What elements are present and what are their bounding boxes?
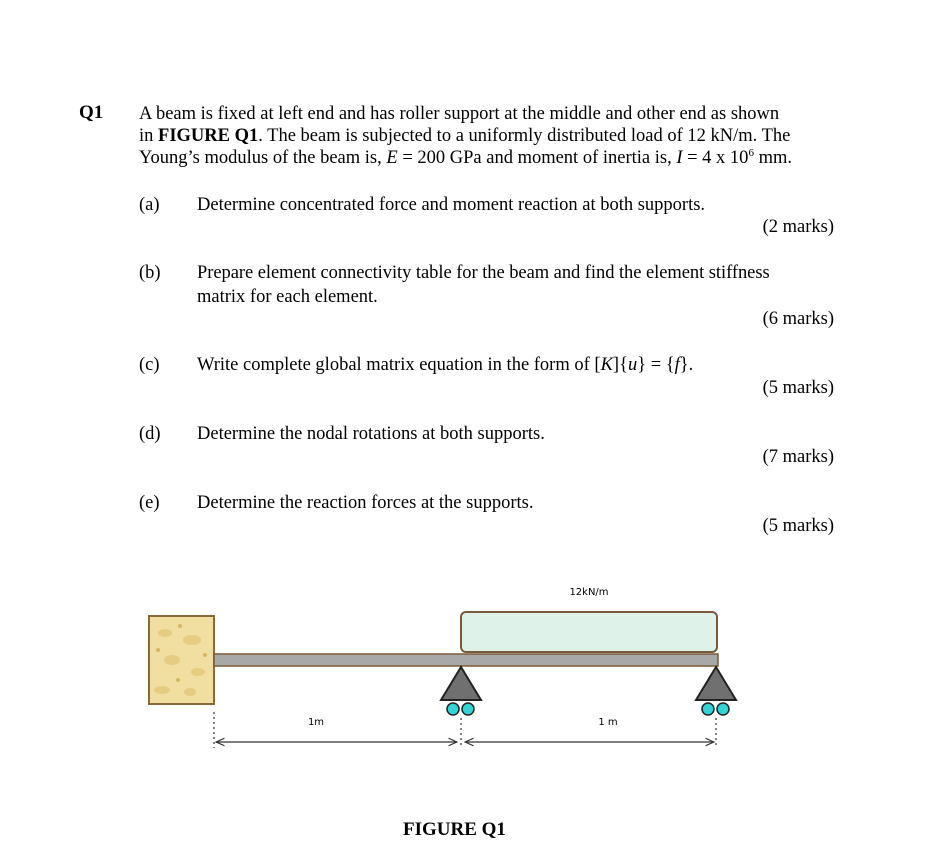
intro-line-3: Young’s modulus of the beam is, E = 200 GPa and moment of inertia is, I = 4 x $10^6$ mm. [139,146,792,168]
part-d-label: (d) [139,424,161,444]
part-b-text: Prepare element connectivity table for the beam and find the element stiffness [197,263,770,283]
question-number: Q1 [79,102,104,123]
intro-line-2: in FIGURE Q1. The beam is subjected to a uniformly distributed load of 12 kN/m. The [139,126,791,146]
part-c-text: Write complete global matrix equation in the form of [K]{u} = {f}. [197,355,694,375]
part-a-label: (a) [139,195,160,215]
part-d-text: Determine the nodal rotations at both supports. [197,424,545,444]
part-e-label: (e) [139,493,160,513]
part-d-marks: (7 marks) [762,447,834,467]
part-b-label: (b) [139,263,161,283]
span-2-label: 1 m [598,717,618,728]
middle-roller-support [441,667,481,715]
part-c-marks: (5 marks) [762,378,834,398]
span-1-label: 1m [307,717,325,728]
beam [214,654,718,666]
part-a-marks: (2 marks) [762,217,834,237]
figure-reference: FIGURE Q1 [158,126,259,146]
part-e-marks: (5 marks) [762,516,834,536]
distributed-load-block [461,612,717,652]
part-e-text: Determine the reaction forces at the supports. [197,493,534,513]
part-a-text: Determine concentrated force and moment reaction at both supports. [197,195,706,215]
part-c-label: (c) [139,355,160,375]
part-b-text-2: matrix for each element. [197,287,378,307]
figure-caption: FIGURE Q1 [403,819,506,840]
part-b-marks: (6 marks) [762,309,834,329]
load-label: 12kN/m [569,587,609,598]
fixed-support-wall [149,616,214,704]
right-roller-support [696,667,736,715]
intro-line-1: A beam is fixed at left end and has roller support at the middle and other end as shown [139,104,780,124]
